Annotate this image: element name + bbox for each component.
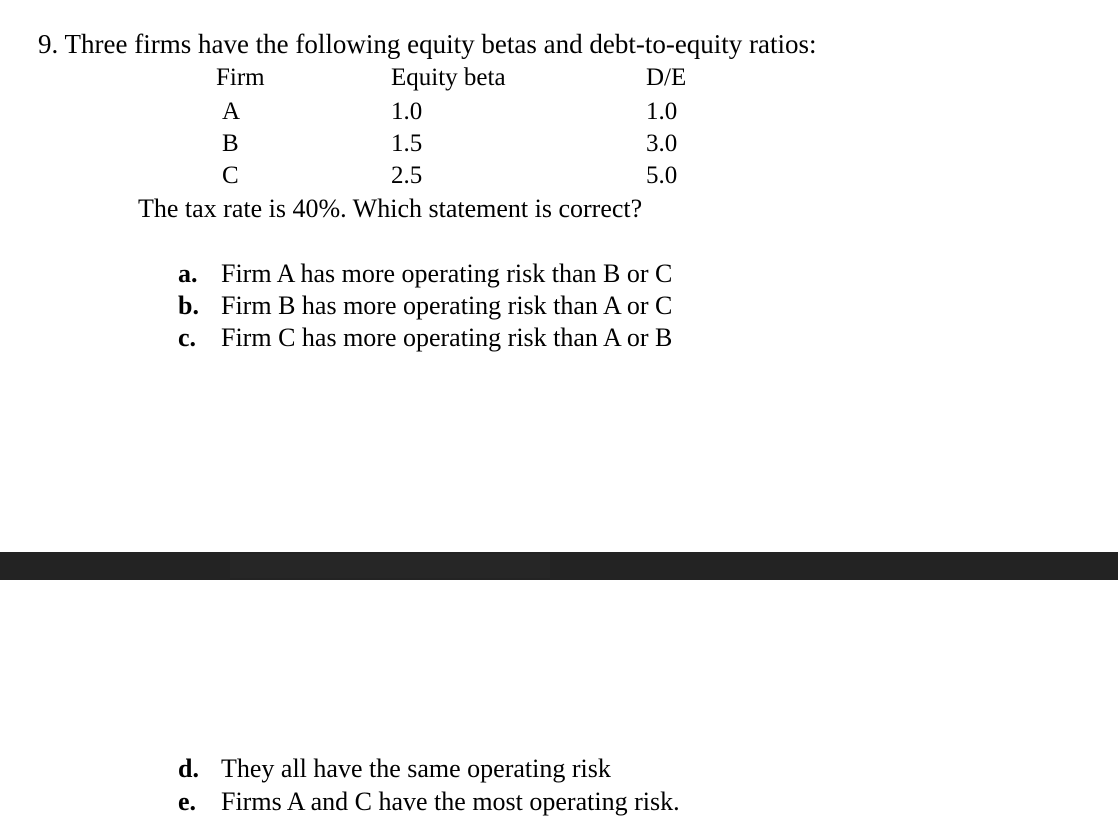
- table-cell-de: 3.0: [646, 130, 678, 157]
- table-cell-firm: A: [222, 98, 241, 125]
- choice-letter: c.: [178, 323, 197, 352]
- table-cell-beta: 1.0: [391, 98, 423, 125]
- table-cell-firm: B: [222, 130, 239, 157]
- choice-text: Firm C has more operating risk than A or B: [221, 323, 673, 352]
- question-text: 9. Three firms have the following equity betas and debt-to-equity ratios:: [38, 29, 817, 59]
- choice-letter: a.: [178, 259, 198, 288]
- table-header-firm: Firm: [216, 64, 265, 91]
- choice-letter: e.: [178, 787, 197, 816]
- table-cell-de: 1.0: [646, 98, 678, 125]
- table-cell-de: 5.0: [646, 162, 678, 189]
- choice-text: Firms A and C have the most operating risk.: [221, 787, 680, 816]
- choice-text: Firm B has more operating risk than A or C: [221, 291, 673, 320]
- choice-letter: d.: [178, 754, 199, 783]
- table-cell-beta: 2.5: [391, 162, 423, 189]
- choice-text: Firm A has more operating risk than B or C: [221, 259, 673, 288]
- choice-letter: b.: [178, 291, 199, 320]
- table-header-de: D/E: [646, 64, 687, 91]
- table-header-equity-beta: Equity beta: [391, 64, 506, 91]
- dark-divider-band: [0, 552, 1118, 580]
- table-cell-beta: 1.5: [391, 130, 423, 157]
- choice-text: They all have the same operating risk: [221, 754, 611, 783]
- table-cell-firm: C: [222, 162, 239, 189]
- question-prompt: The tax rate is 40%. Which statement is correct?: [138, 194, 643, 223]
- band-smudge: [230, 554, 550, 578]
